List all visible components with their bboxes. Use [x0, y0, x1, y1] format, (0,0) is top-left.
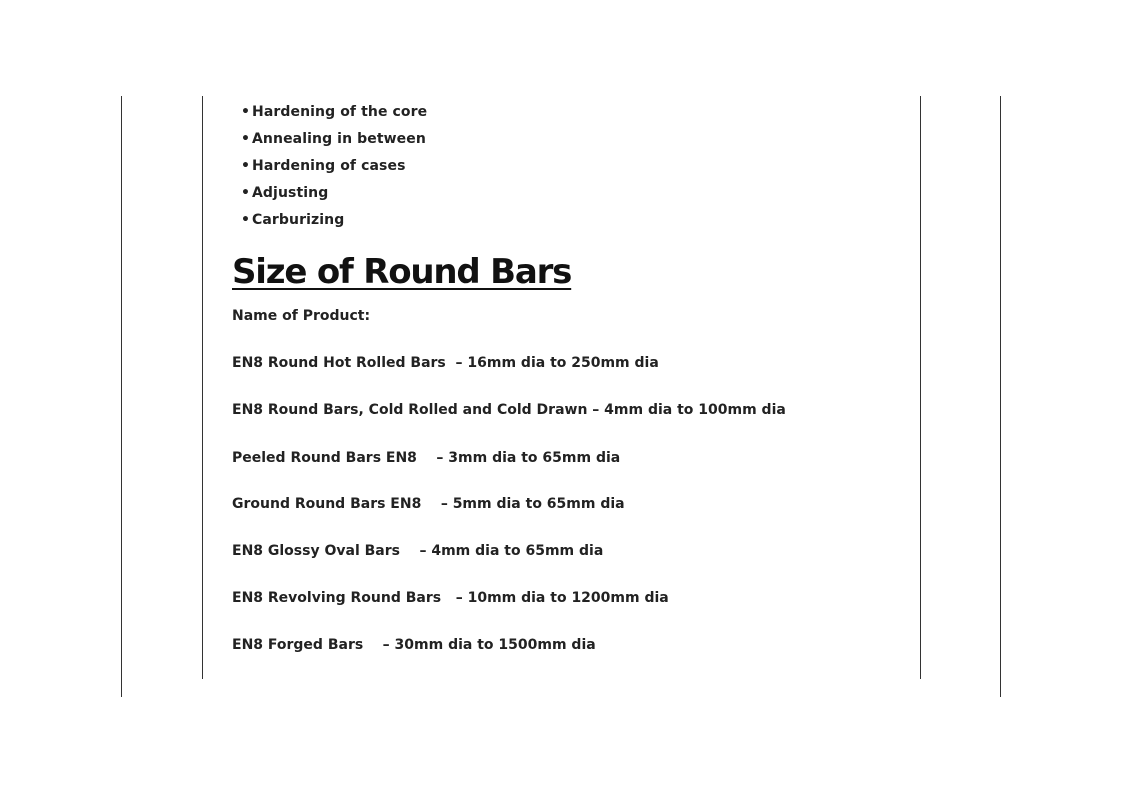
- bullet-icon: •: [241, 212, 251, 228]
- product-line: EN8 Forged Bars – 30mm dia to 1500mm dia: [232, 637, 596, 653]
- list-item: [241, 99, 427, 126]
- list-item-text: Hardening of cases: [252, 158, 406, 174]
- product-line: EN8 Round Hot Rolled Bars – 16mm dia to 250mm dia: [232, 355, 659, 371]
- product-line: EN8 Round Bars, Cold Rolled and Cold Drawn – 4mm dia to 100mm dia: [232, 402, 786, 418]
- product-line: Ground Round Bars EN8 – 5mm dia to 65mm dia: [232, 496, 625, 512]
- list-item: [241, 180, 427, 207]
- list-item-text: Adjusting: [252, 185, 329, 201]
- list-item-text: Hardening of the core: [252, 104, 428, 120]
- product-label: Name of Product:: [232, 308, 371, 324]
- list-item: [241, 153, 427, 180]
- product-line: EN8 Revolving Round Bars – 10mm dia to 1200mm dia: [232, 590, 669, 606]
- bullet-icon: •: [241, 104, 251, 120]
- content-border-right: [920, 96, 921, 679]
- content-border-left: [202, 96, 203, 679]
- list-item: [241, 126, 427, 153]
- list-item: [241, 207, 427, 234]
- list-item-text: Annealing in between: [252, 131, 426, 147]
- product-line: EN8 Glossy Oval Bars – 4mm dia to 65mm dia: [232, 543, 604, 559]
- process-list: [241, 99, 427, 234]
- page-border-left: [121, 96, 122, 697]
- bullet-icon: •: [241, 185, 251, 201]
- section-heading: Size of Round Bars: [232, 252, 572, 292]
- page-border-right: [1000, 96, 1001, 697]
- list-item-text: Carburizing: [252, 212, 345, 228]
- bullet-icon: •: [241, 158, 251, 174]
- bullet-icon: •: [241, 131, 251, 147]
- product-line: Peeled Round Bars EN8 – 3mm dia to 65mm dia: [232, 450, 621, 466]
